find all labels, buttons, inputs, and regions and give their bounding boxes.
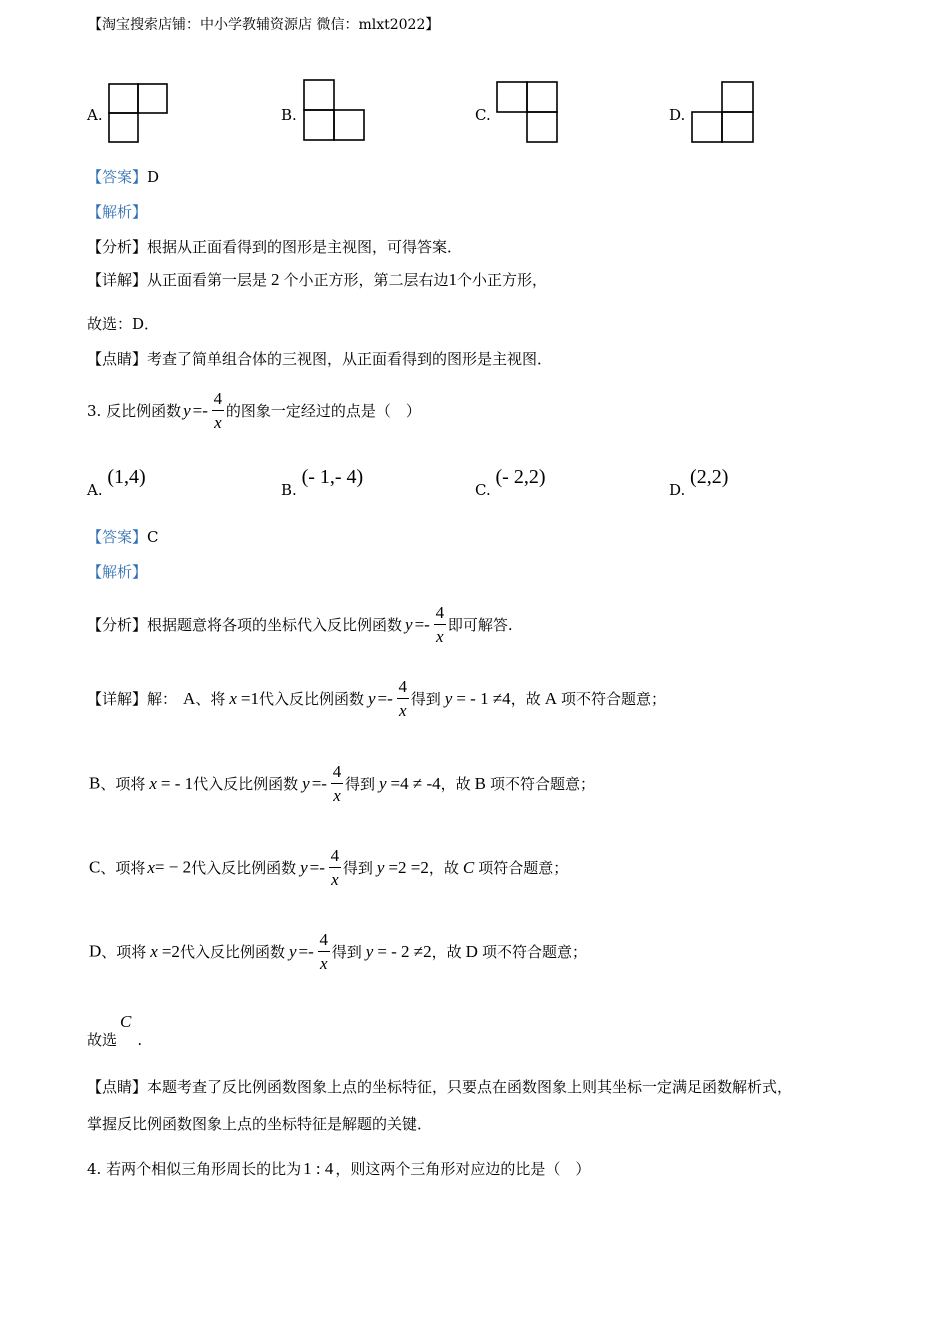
q3-answer-line (87, 526, 159, 547)
q3-analysis-tag: 【解析】 (87, 563, 148, 581)
dianjing-text: 本题考查了反比例函数图象上点的坐标特征，只要点在函数图象上则其坐标一定满足函数解析式， (147, 1078, 793, 1096)
stem-suffix: ，则这两个三角形对应边的比是（ ） (335, 1160, 591, 1178)
option-value: (2,2) (690, 466, 729, 488)
math-x: x (149, 773, 157, 793)
detail-text: 项不符合题意； (481, 943, 587, 961)
detail-text: ，故 (440, 775, 471, 793)
option-letter: A (544, 688, 557, 708)
math-x: x (229, 688, 237, 708)
math-y: y (378, 773, 387, 793)
detail-text: ，故 (510, 690, 541, 708)
detail-text: 项不符合题意； (489, 775, 595, 793)
answer-value: D (147, 168, 160, 186)
math-y: y (444, 688, 453, 708)
math-eq: =- (311, 773, 327, 793)
fraction (318, 931, 330, 972)
guxuan-answer: C (120, 1012, 132, 1031)
option-label: D. (669, 481, 686, 499)
detail-text: 得到 (342, 859, 373, 877)
detail-text: 代入反比例函数 (193, 775, 299, 793)
detail-text: 、项将 (100, 775, 146, 793)
answer-tag: 【答案】 (87, 528, 148, 546)
detail-text: 得到 (344, 775, 375, 793)
math-result: = - 1 ≠4 (456, 688, 511, 708)
option-letter: B (474, 773, 486, 793)
math-x: x (150, 941, 158, 961)
math-y: y (300, 857, 308, 877)
q3-dianjing-line-1 (87, 1076, 792, 1097)
option-letter: C (462, 857, 475, 877)
math-y: y (367, 688, 376, 708)
math-eq: =- (309, 857, 325, 877)
denominator: x (436, 627, 444, 646)
q2-analysis-tag: 【解析】 (87, 203, 148, 221)
numerator: 4 (435, 603, 445, 622)
denominator: x (333, 786, 341, 805)
option-value: (- 2,2) (495, 466, 546, 488)
q2-option-d-figure (690, 80, 756, 144)
math-eq: =- (298, 941, 314, 961)
guxuan-text: 故选 (87, 1031, 118, 1049)
q3-fenxi-line (87, 604, 513, 645)
math-x-value: =1 (240, 688, 259, 708)
numerator: 4 (332, 762, 342, 781)
fraction (397, 678, 409, 719)
math-x-value: = - 1 (160, 773, 194, 793)
q2-option-c-label: C. (475, 106, 491, 124)
header-shop-text: 【淘宝搜索店铺：中小学教辅资源店 微信：mlxt2022】 (88, 17, 440, 33)
q2-option-c-figure (495, 80, 559, 144)
math-x-value: = − 2 (154, 857, 192, 877)
square (722, 112, 753, 142)
q3-detail-d (89, 931, 587, 972)
q2-option-b-label: B. (281, 106, 297, 124)
q2-fenxi-line (87, 236, 462, 257)
detail-text: ，故 (431, 943, 462, 961)
option-letter: D (89, 941, 102, 961)
q2-option-a-label: A. (87, 106, 103, 124)
answer-value: C (147, 528, 159, 546)
numerator: 4 (330, 846, 340, 865)
detail-text: 代入反比例函数 (191, 859, 297, 877)
math-result: = - 2 ≠2 (377, 941, 432, 961)
square (109, 84, 138, 113)
numerator: 4 (213, 389, 223, 408)
q2-dianjing-line (87, 348, 552, 369)
detail-text: 得到 (410, 690, 441, 708)
math-eq: =- (377, 688, 393, 708)
math-x: x (147, 857, 155, 877)
fraction (329, 847, 341, 888)
fraction (212, 390, 224, 431)
option-label: C. (475, 481, 491, 499)
guxuan-text: . (137, 1031, 143, 1049)
square (497, 82, 527, 112)
option-letter: A (183, 688, 196, 708)
q2-option-d-label: D. (669, 106, 686, 124)
q3-option-d (669, 466, 728, 499)
option-letter: B (89, 773, 101, 793)
xiangjie-text: 从正面看第一层是 (147, 271, 268, 289)
square (692, 112, 722, 142)
q3-option-c (475, 466, 545, 499)
square (527, 82, 557, 112)
math-y: y (183, 400, 191, 420)
square (109, 113, 138, 142)
stem-suffix: 的图象一定经过的点是（ ） (225, 402, 421, 420)
q2-answer-line (87, 166, 159, 187)
q3-detail-c (89, 847, 568, 888)
xiangjie-tag: 【详解】 (87, 271, 148, 289)
square (304, 80, 334, 110)
detail-text: 解： (147, 690, 178, 708)
denominator: x (214, 413, 222, 432)
denominator: x (319, 954, 328, 973)
fenxi-text: 根据题意将各项的坐标代入反比例函数 (147, 616, 403, 634)
math-y: y (302, 773, 310, 793)
q3-detail-a (87, 678, 666, 719)
q2-xiangjie-line (87, 269, 547, 290)
fenxi-tag: 【分析】 (87, 238, 148, 256)
xiangjie-tag: 【详解】 (87, 690, 148, 708)
fenxi-tag: 【分析】 (87, 616, 148, 634)
square (138, 84, 167, 113)
math-y: y (376, 857, 385, 877)
option-label: B. (281, 481, 297, 499)
stem-prefix: 4. 若两个相似三角形周长的比为 (87, 1160, 302, 1178)
q3-detail-b (89, 763, 595, 804)
square (304, 110, 334, 140)
fenxi-text: 根据从正面看得到的图形是主视图，可得答案． (147, 238, 463, 256)
dianjing-tag: 【点睛】 (87, 1078, 148, 1096)
detail-text: 、将 (195, 690, 226, 708)
q3-option-b (281, 466, 363, 499)
xiangjie-text: 个小正方形， (457, 271, 548, 289)
option-value: (- 1,- 4) (301, 466, 364, 488)
option-value: (1,4) (107, 466, 146, 488)
math-x-value: =2 (161, 941, 180, 961)
fraction (331, 763, 343, 804)
math-result: =2 =2 (388, 857, 429, 877)
option-label: A. (87, 481, 103, 499)
detail-text: 代入反比例函数 (258, 690, 364, 708)
option-letter: D (465, 941, 478, 961)
detail-text: 、项将 (101, 943, 147, 961)
q2-option-b-figure (302, 78, 366, 144)
math-eq: =- (414, 614, 430, 634)
q2-guxuan: 故选：D． (87, 315, 160, 333)
fraction (434, 604, 446, 645)
q3-dianjing-line-2: 掌握反比例函数图象上点的坐标特征是解题的关键． (87, 1115, 433, 1133)
detail-text: 、项将 (100, 859, 146, 877)
denominator: x (399, 701, 407, 720)
math-ratio: 1 : 4 (303, 1159, 334, 1178)
q4-stem (87, 1158, 590, 1179)
math-eq: =- (192, 400, 208, 420)
q3-option-a (87, 466, 146, 499)
denominator: x (331, 870, 339, 889)
option-letter: C (89, 857, 101, 877)
q3-guxuan (87, 1012, 142, 1050)
numerator: 4 (319, 930, 328, 949)
detail-text: 代入反比例函数 (179, 943, 285, 961)
math-num: 1 (448, 270, 458, 289)
square (722, 82, 753, 112)
xiangjie-text: 个小正方形，第二层右边 (283, 271, 449, 289)
answer-tag: 【答案】 (87, 168, 148, 186)
stem-prefix: 3. 反比例函数 (87, 402, 182, 420)
detail-text: 项不符合题意； (560, 690, 666, 708)
q3-stem (87, 390, 421, 431)
fenxi-text: 即可解答. (447, 616, 513, 634)
square (334, 110, 364, 140)
dianjing-tag: 【点睛】 (87, 350, 148, 368)
detail-text: 项符合题意； (478, 859, 569, 877)
q2-option-a-figure (108, 82, 168, 144)
math-y: y (405, 614, 413, 634)
math-result: =4 ≠ -4 (390, 773, 441, 793)
square (527, 112, 557, 142)
math-num: 2 (271, 270, 280, 289)
numerator: 4 (398, 677, 408, 696)
detail-text: ，故 (428, 859, 459, 877)
math-y: y (288, 941, 297, 961)
math-y: y (365, 941, 374, 961)
detail-text: 得到 (331, 943, 362, 961)
dianjing-text: 考查了简单组合体的三视图，从正面看得到的图形是主视图． (147, 350, 553, 368)
